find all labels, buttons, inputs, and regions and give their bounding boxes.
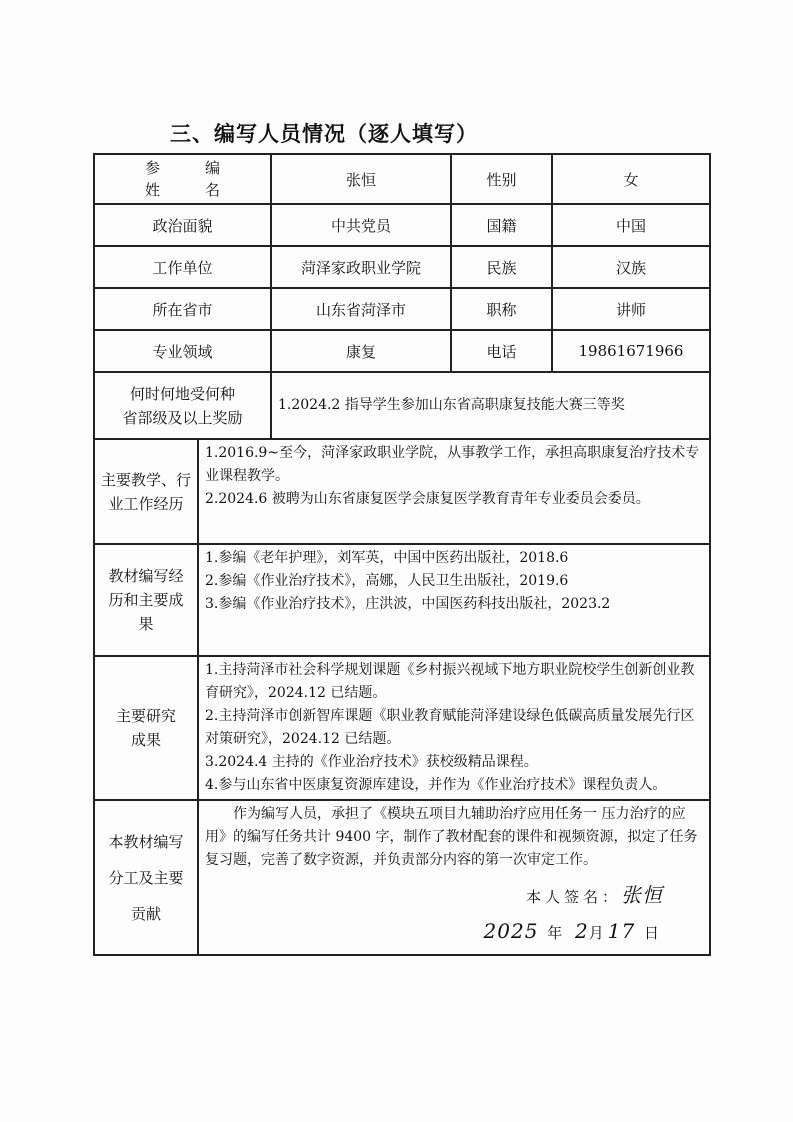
table-row: [94, 246, 710, 288]
list-item: 4.参与山东省中医康复资源库建设，并作为《作业治疗技术》课程负责人。: [205, 777, 667, 793]
textbooks-label: 教材编写经历和主要成果: [94, 544, 198, 656]
table-row: [94, 204, 710, 246]
label-char: 名: [204, 181, 220, 199]
nationality-label: 国籍: [451, 204, 552, 246]
politics-label: 政治面貌: [94, 204, 271, 246]
location-value: 山东省菏泽市: [271, 288, 451, 330]
label-line: 何时何地受何种: [129, 384, 235, 403]
day-label: 日: [643, 924, 663, 942]
contribution-text: 作为编写人员，承担了《模块五项目九辅助治疗应用任务一 压力治疗的应用》的编写任务共计 9400 字，制作了教材配套的课件和视频资源，拟定了任务复习题，完善了数字资源，并负责部分内容的第一次审定工作。: [205, 806, 698, 868]
politics-value: 中共党员: [271, 204, 451, 246]
list-item: 1.2016.9~至今，菏泽家政职业学院，从事教学工作，承担高职康复治疗技术专业课程教学。: [205, 445, 700, 484]
date-month: 2: [575, 919, 589, 943]
table-row: [94, 154, 710, 204]
author-info-table: [93, 153, 711, 956]
awards-label: [94, 372, 271, 439]
phone-label: 电话: [451, 330, 552, 372]
contribution-value: [198, 800, 710, 955]
month-label: 月: [588, 924, 608, 942]
job-title-value: 讲师: [552, 288, 710, 330]
table-row: [94, 800, 710, 955]
label-line: 贡献: [130, 904, 161, 923]
employer-value: 菏泽家政职业学院: [271, 246, 451, 288]
table-row: [94, 439, 710, 544]
label-char: 参: [145, 159, 161, 177]
contribution-label: [94, 800, 198, 955]
gender-value: 女: [552, 154, 710, 204]
list-item: 3.参编《作业治疗技术》，庄洪波，中国医药科技出版社，2023.2: [205, 596, 611, 612]
list-item: 3.2024.4 主持的《作业治疗技术》获校级精品课程。: [205, 754, 538, 770]
nationality-value: 中国: [552, 204, 710, 246]
section-title: 三、编写人员情况（逐人填写）: [170, 122, 478, 146]
table-row: [94, 656, 710, 800]
experience-label: 主要教学、行业工作经历: [94, 439, 198, 544]
handwritten-signature: 张恒: [621, 883, 663, 907]
gender-label: 性别: [451, 154, 552, 204]
date-line: [205, 914, 703, 950]
ethnicity-value: 汉族: [552, 246, 710, 288]
table-row: [94, 288, 710, 330]
table-row: [94, 330, 710, 372]
list-item: 2.参编《作业治疗技术》，高娜，人民卫生出版社，2019.6: [205, 573, 569, 589]
list-item: 1.主持菏泽市社会科学规划课题《乡村振兴视域下地方职业院校学生创新创业教育研究》，2024.12 已结题。: [205, 662, 695, 701]
table-row: [94, 372, 710, 439]
phone-value: 19861671966: [552, 330, 710, 372]
list-item: 1.参编《老年护理》，刘军英，中国中医药出版社，2018.6: [205, 550, 569, 566]
name-value: 张恒: [271, 154, 451, 204]
signature-line: [205, 878, 703, 914]
signature-label: 本人签名：: [525, 888, 621, 906]
name-label: [94, 154, 271, 204]
research-label: 主要研究成果: [94, 656, 198, 800]
field-value: 康复: [271, 330, 451, 372]
list-item: 2.主持菏泽市创新智库课题《职业教育赋能菏泽建设绿色低碳高质量发展先行区对策研究》，2024.12 已结题。: [205, 708, 695, 747]
experience-value: [198, 439, 710, 544]
table-row: [94, 544, 710, 656]
date-year: 2025: [483, 919, 539, 943]
list-item: 2.2024.6 被聘为山东省康复医学会康复医学教育青年专业委员会委员。: [205, 491, 650, 507]
field-label: 专业领域: [94, 330, 271, 372]
job-title-label: 职称: [451, 288, 552, 330]
year-label: 年: [547, 924, 567, 942]
textbooks-value: [198, 544, 710, 656]
employer-label: 工作单位: [94, 246, 271, 288]
ethnicity-label: 民族: [451, 246, 552, 288]
location-label: 所在省市: [94, 288, 271, 330]
label-line: 分工及主要: [108, 868, 184, 887]
label-char: 姓: [145, 181, 161, 199]
label-line: 省部级及以上奖励: [122, 408, 243, 427]
list-item: 1.2024.2 指导学生参加山东省高职康复技能大赛三等奖: [278, 397, 625, 413]
research-value: [198, 656, 710, 800]
label-char: 编: [204, 159, 220, 177]
awards-value: [271, 372, 710, 439]
label-line: 本教材编写: [108, 832, 184, 851]
date-day: 17: [607, 919, 636, 943]
